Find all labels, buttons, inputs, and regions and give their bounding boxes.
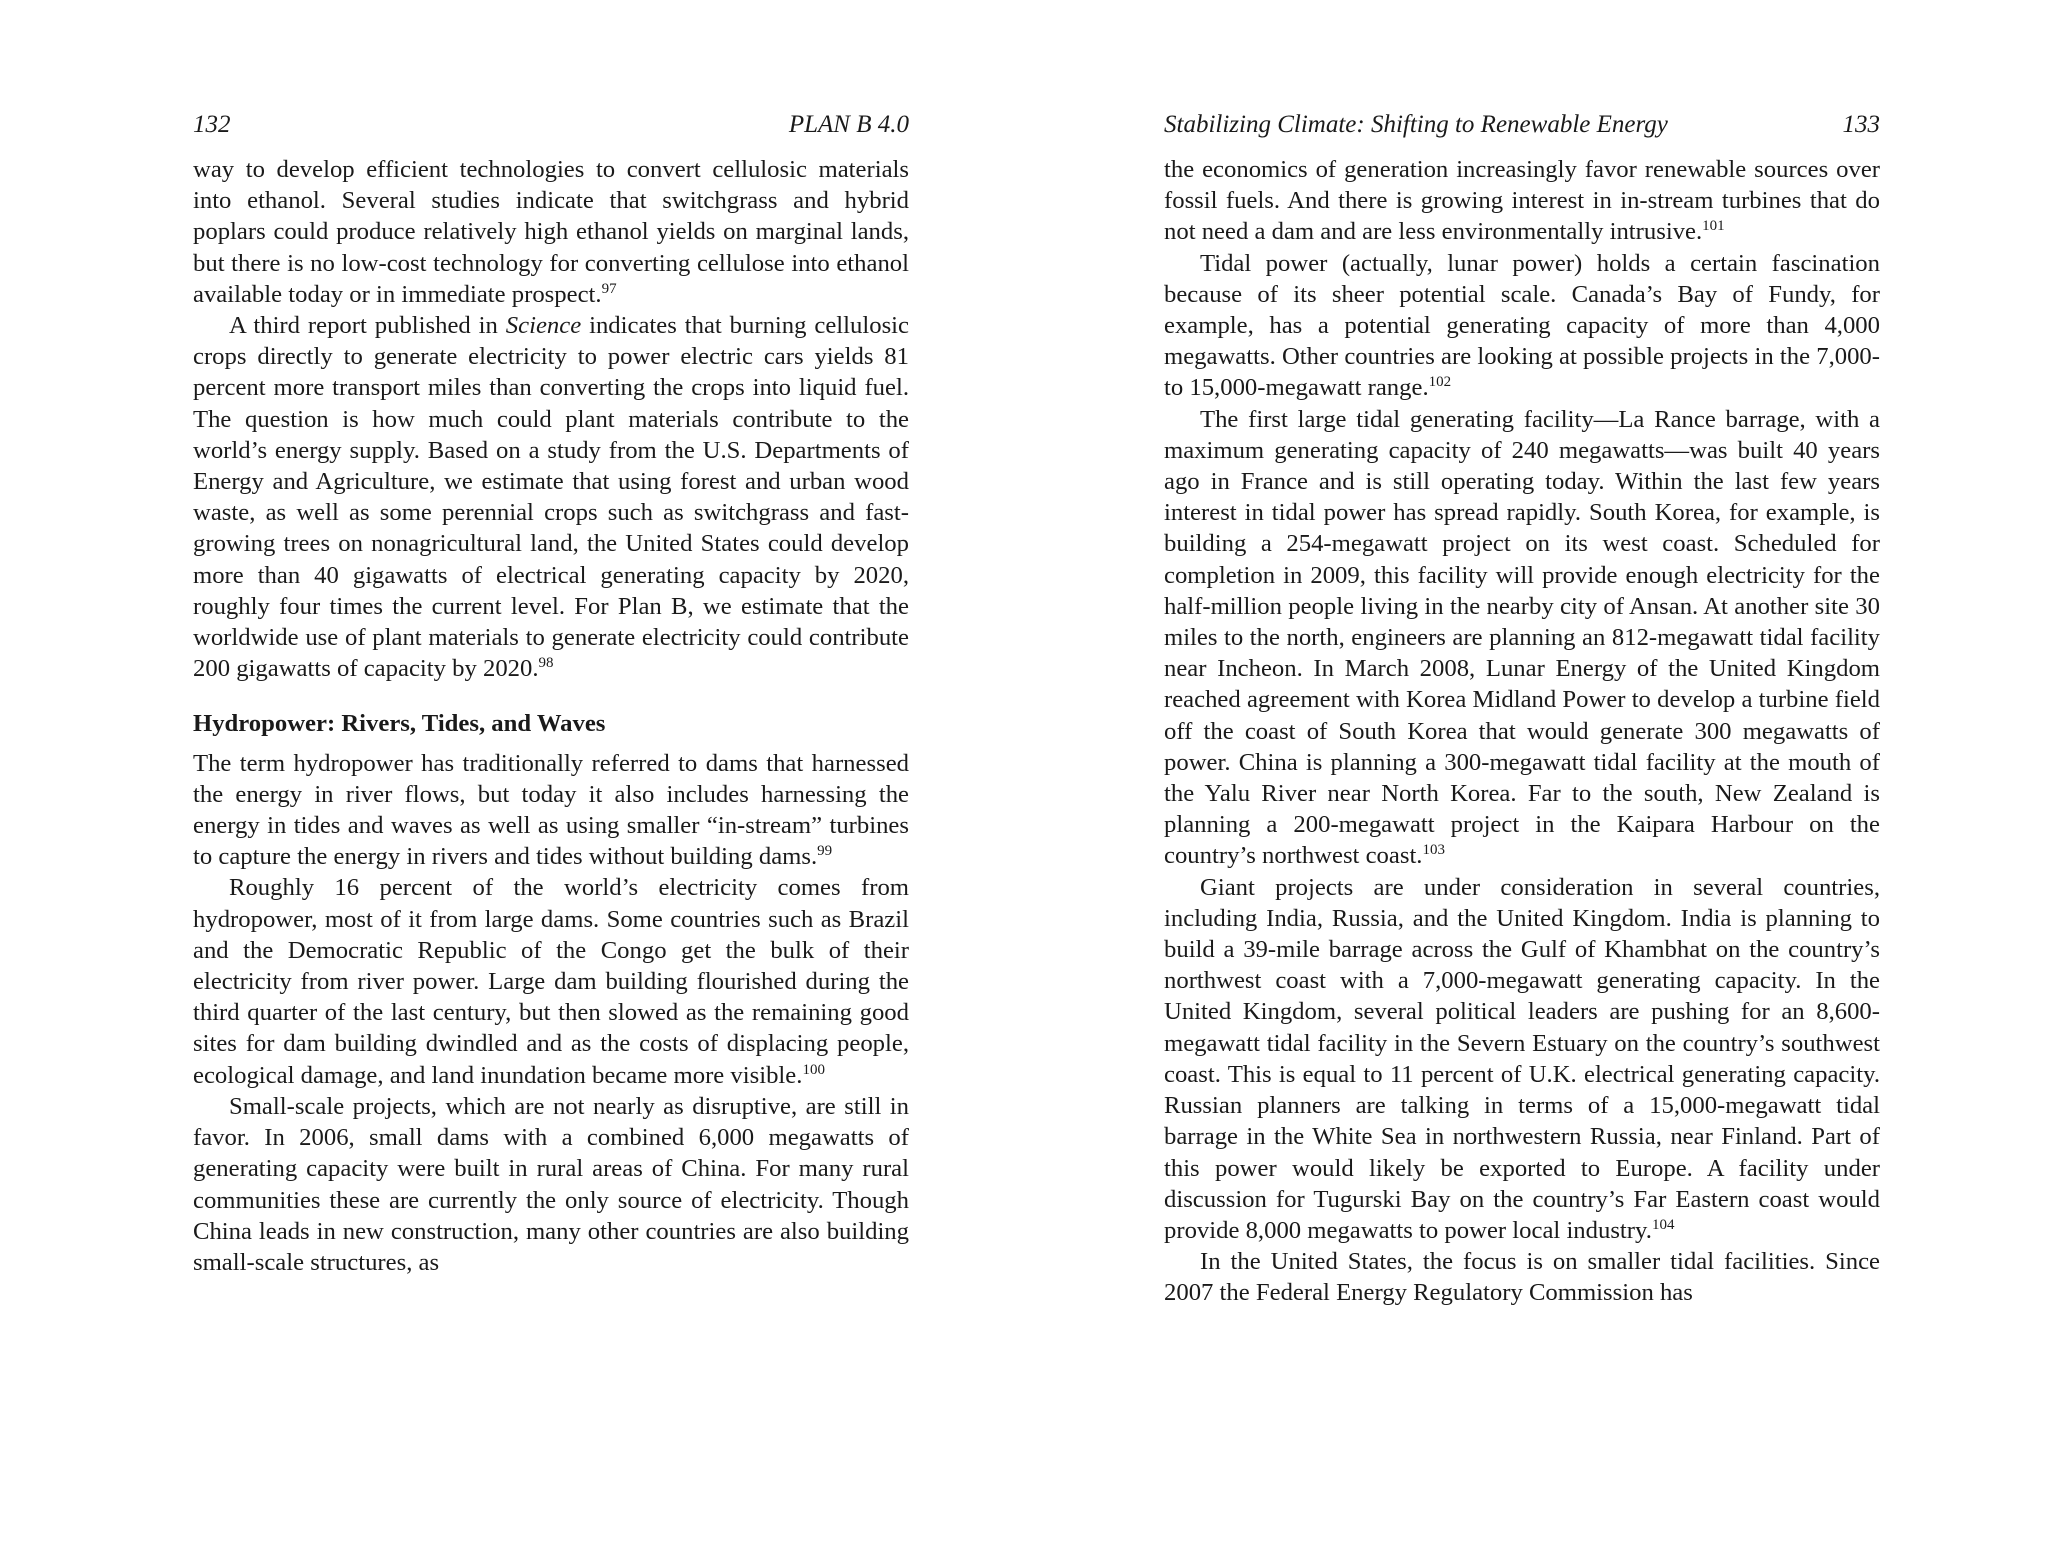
running-head-title: PLAN B 4.0 (788, 111, 909, 138)
footnote-marker: 99 (817, 843, 833, 860)
footnote-marker: 103 (1422, 842, 1445, 859)
footnote-marker: 100 (802, 1061, 825, 1078)
right-page (1164, 110, 1880, 1309)
paragraph: In the United States, the focus is on smaller tidal facilities. Since 2007 the Federal Energy Regulatory Commission has (1164, 1248, 1880, 1307)
footnote-marker: 101 (1702, 218, 1725, 235)
footnote-marker: 97 (601, 280, 617, 297)
paragraph: way to develop efficient technologies to convert cellulosic materials into ethanol. Several studies indicate that switchgrass and hybrid poplars could produce relatively high ethanol yields on marginal lands, but there is no low-cost technology for converting cellulose into ethanol available today or in immediate prospect.$^{97}$ (193, 156, 909, 308)
paragraph: the economics of generation increasingly favor renewable sources over fossil fuels. And there is growing interest in in-stream turbines that do not need a dam and are less environmentally intrusive.$^{101}$ (1164, 156, 1880, 246)
page-number: 133 (1842, 111, 1880, 138)
running-head (1164, 110, 1880, 140)
body-text (1164, 154, 1880, 1309)
footnote-marker: 98 (538, 655, 554, 672)
paragraph: Giant projects are under consideration in several countries, including India, Russia, and the United Kingdom. India is planning to build a 39-mile barrage across the Gulf of Khambhat on the country’s northwest coast with a 7,000-megawatt generating capacity. In the United Kingdom, several political leaders are pushing for an 8,600-megawatt tidal facility in the Severn Estuary on the country’s southwest coast. This is equal to 11 percent of U.K. electrical generating capacity. Russian planners are talking in terms of a 15,000-megawatt tidal barrage in the White Sea in northwestern Russia, near Finland. Part of this power would likely be exported to Europe. A facility under discussion for Tugurski Bay on the country’s Far Eastern coast would provide 8,000 megawatts to power local industry.$^{104}$ (1164, 873, 1880, 1244)
footnote-marker: 102 (1428, 374, 1452, 391)
journal-title: Science (505, 312, 582, 340)
paragraph: Roughly 16 percent of the world’s electricity comes from hydropower, most of it from large dams. Some countries such as Brazil and the Democratic Republic of the Congo get the bulk of their electricity from river power. Large dam building flourished during the third quarter of the last century, but then slowed as the remaining good sites for dam building dwindled and as the costs of displacing people, ecological damage, and land inundation became more visible.$^{100}$ (193, 874, 909, 1089)
paragraph: The first large tidal generating facility—La Rance barrage, with a maximum generating capacity of 240 megawatts—was built 40 years ago in France and is still operating today. Within the last few years interest in tidal power has spread rapidly. South Korea, for example, is building a 254-megawatt project on its west coast. Scheduled for completion in 2009, this facility will provide enough electricity for the half-million people living in the nearby city of Ansan. At another site 30 miles to the north, engineers are planning an 812-megawatt tidal facility near Incheon. In March 2008, Lunar Energy of the United Kingdom reached agreement with Korea Midland Power to develop a turbine field off the coast of South Korea that would generate 300 megawatts of power. China is planning a 300-megawatt tidal facility at the mouth of the Yalu River near North Korea. Far to the south, New Zealand is planning a 200-megawatt project in the Kaipara Harbour on the country’s northwest coast.$^{103}$ (1164, 405, 1880, 870)
running-head (193, 110, 909, 140)
footnote-marker: 104 (1651, 1216, 1675, 1233)
body-text (193, 154, 909, 1278)
paragraph: Tidal power (actually, lunar power) holds a certain fascination because of its sheer potential scale. Canada’s Bay of Fundy, for example, has a potential generating capacity of more than 4,000 megawatts. Other countries are looking at possible projects in the 7,000- to 15,000-megawatt range.$^{102}$ (1164, 249, 1880, 402)
page-number: 132 (193, 111, 231, 138)
paragraph: A third report published in Science indicates that burning cellulosic crops directly to generate electricity to power electric cars yields 81 percent more transport miles than converting the crops into liquid fuel. The question is how much could plant materials contribute to the world’s energy supply. Based on a study from the U.S. Departments of Energy and Agriculture, we estimate that using forest and urban wood waste, as well as some perennial crops such as switchgrass and fast-growing trees on nonagricultural land, the United States could develop more than 40 gigawatts of electrical generating capacity by 2020, roughly four times the current level. For Plan B, we estimate that the worldwide use of plant materials to generate electricity could contribute 200 gigawatts of capacity by 2020.98 (193, 312, 909, 683)
running-head-title: Stabilizing Climate: Shifting to Renewable Energy (1164, 111, 1668, 138)
left-page (193, 110, 909, 1278)
paragraph: Small-scale projects, which are not nearly as disruptive, are still in favor. In 2006, small dams with a combined 6,000 megawatts of generating capacity were built in rural areas of China. For many rural communities these are currently the only source of electricity. Though China leads in new construction, many other countries are also building small-scale structures, as (193, 1092, 909, 1276)
paragraph: The term hydropower has traditionally referred to dams that harnessed the energy in river flows, but today it also includes harnessing the energy in tides and waves as well as using smaller “in-stream” turbines to capture the energy in rivers and tides without building dams.$^{99}$ (193, 749, 909, 871)
section-heading: Hydropower: Rivers, Tides, and Waves (193, 710, 606, 738)
